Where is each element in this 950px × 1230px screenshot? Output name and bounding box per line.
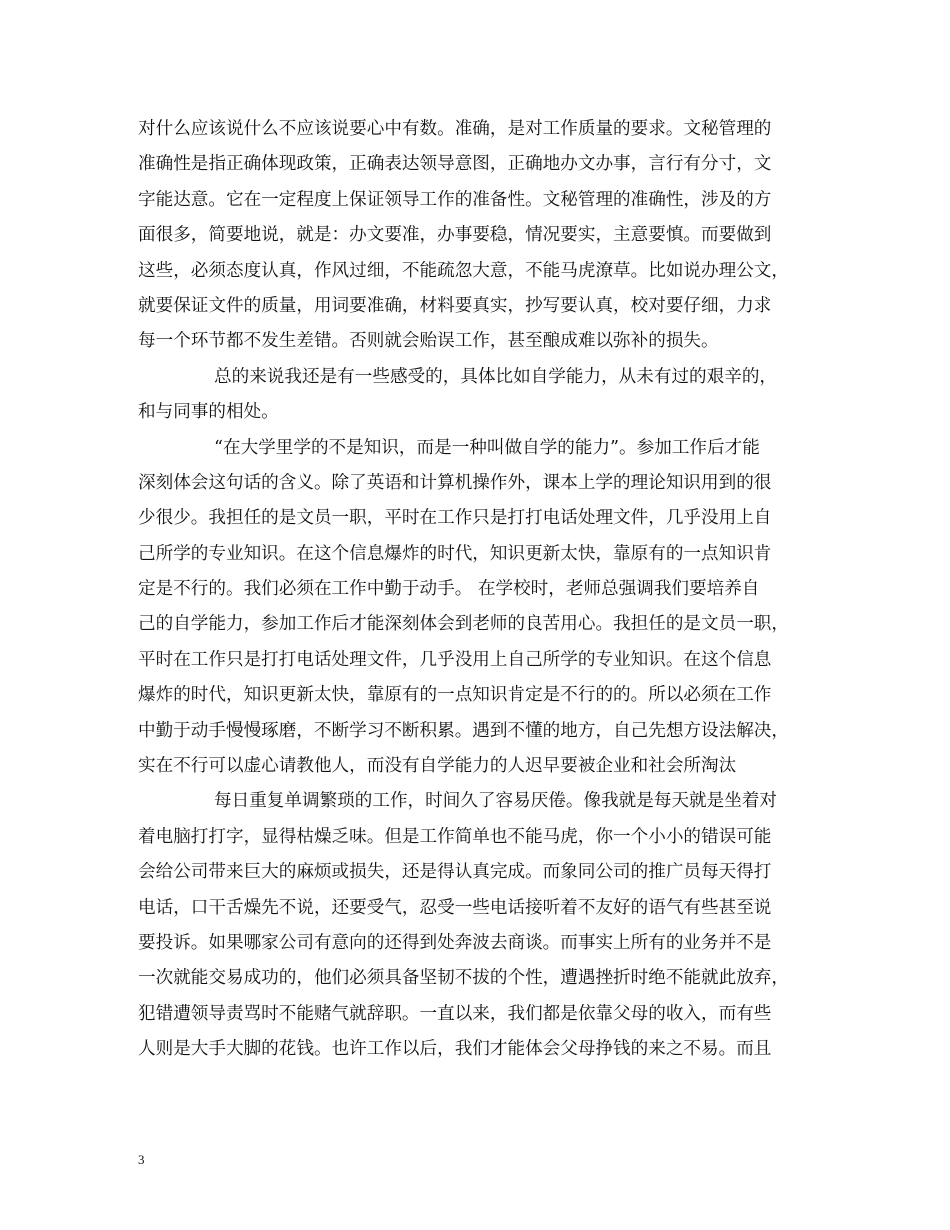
text-line: 对什么应该说什么不应该说要心中有数。准确，是对工作质量的要求。文秘管理的	[138, 119, 772, 139]
text-line: 准确性是指正确体现政策，正确表达领导意图，正确地办文办事，言行有分寸，文	[138, 154, 772, 175]
text-line: 深刻体会这句话的含义。除了英语和计算机操作外，课本上学的理论知识用到的很	[138, 472, 772, 493]
text-line: 平时在工作只是打打电话处理文件，几乎没用上自己所学的专业知识。在这个信息	[138, 649, 772, 670]
page-number: 3	[138, 1152, 145, 1167]
text-line: 爆炸的时代，知识更新太快，靠原有的一点知识肯定是不行的的。所以必须在工作	[138, 685, 772, 706]
text-line: 每一个环节都不发生差错。否则就会贻误工作，甚至酿成难以弥补的损失。	[138, 331, 719, 352]
text-line: 电话，口干舌燥先不说，还要受气，忍受一些电话接听着不友好的语气有些甚至说	[138, 897, 772, 918]
text-line: 和与同事的相处。	[138, 402, 279, 423]
text-line: 总的来说我还是有一些感受的，具体比如自学能力，从未有过的艰辛的，	[214, 366, 778, 387]
text-line: 己的自学能力，参加工作后才能深刻体会到老师的良苦用心。我担任的是文员一职，	[138, 614, 789, 635]
text-line: 人则是大手大脚的花钱。也许工作以后，我们才能体会父母挣钱的来之不易。而且	[138, 1039, 772, 1060]
text-line: 字能达意。它在一定程度上保证领导工作的准备性。文秘管理的准确性，涉及的方	[138, 189, 772, 210]
text-line: 会给公司带来巨大的麻烦或损失，还是得认真完成。而象同公司的推广员每天得打	[138, 862, 772, 883]
text-line: 己所学的专业知识。在这个信息爆炸的时代，知识更新太快，靠原有的一点知识肯	[138, 543, 772, 564]
text-line: 定是不行的。我们必须在工作中勤于动手。 在学校时，老师总强调我们要培养自	[138, 579, 760, 600]
text-line: 要投诉。如果哪家公司有意向的还得到处奔波去商谈。而事实上所有的业务并不是	[138, 932, 772, 953]
text-line: 每日重复单调繁琐的工作，时间久了容易厌倦。像我就是每天就是坐着对	[214, 791, 778, 812]
text-line: 实在不行可以虚心请教他人，而没有自学能力的人迟早要被企业和社会所淘汰	[138, 756, 737, 777]
text-line: 中勤于动手慢慢琢磨，不断学习不断积累。遇到不懂的地方，自己先想方设法解决，	[138, 720, 789, 741]
text-line: 少很少。我担任的是文员一职，平时在工作只是打打电话处理文件，几乎没用上自	[138, 508, 772, 529]
text-line: 就要保证文件的质量，用词要准确，材料要真实，抄写要认真，校对要仔细，力求	[138, 295, 772, 316]
body-text	[138, 112, 828, 1068]
text-line: 这些，必须态度认真，作风过细，不能疏忽大意，不能马虎潦草。比如说办理公文，	[138, 260, 789, 281]
text-line: 犯错遭领导责骂时不能赌气就辞职。一直以来，我们都是依靠父母的收入，而有些	[138, 1003, 772, 1024]
text-line: 面很多，简要地说，就是：办文要准，办事要稳，情况要实，主意要慎。而要做到	[138, 225, 772, 246]
text-line: 一次就能交易成功的，他们必须具备坚韧不拔的个性，遭遇挫折时绝不能就此放弃，	[138, 968, 789, 989]
text-line: 着电脑打打字，显得枯燥乏味。但是工作简单也不能马虎，你一个小小的错误可能	[138, 826, 772, 847]
text-line: “在大学里学的不是知识，而是一种叫做自学的能力”。参加工作后才能	[214, 437, 760, 458]
